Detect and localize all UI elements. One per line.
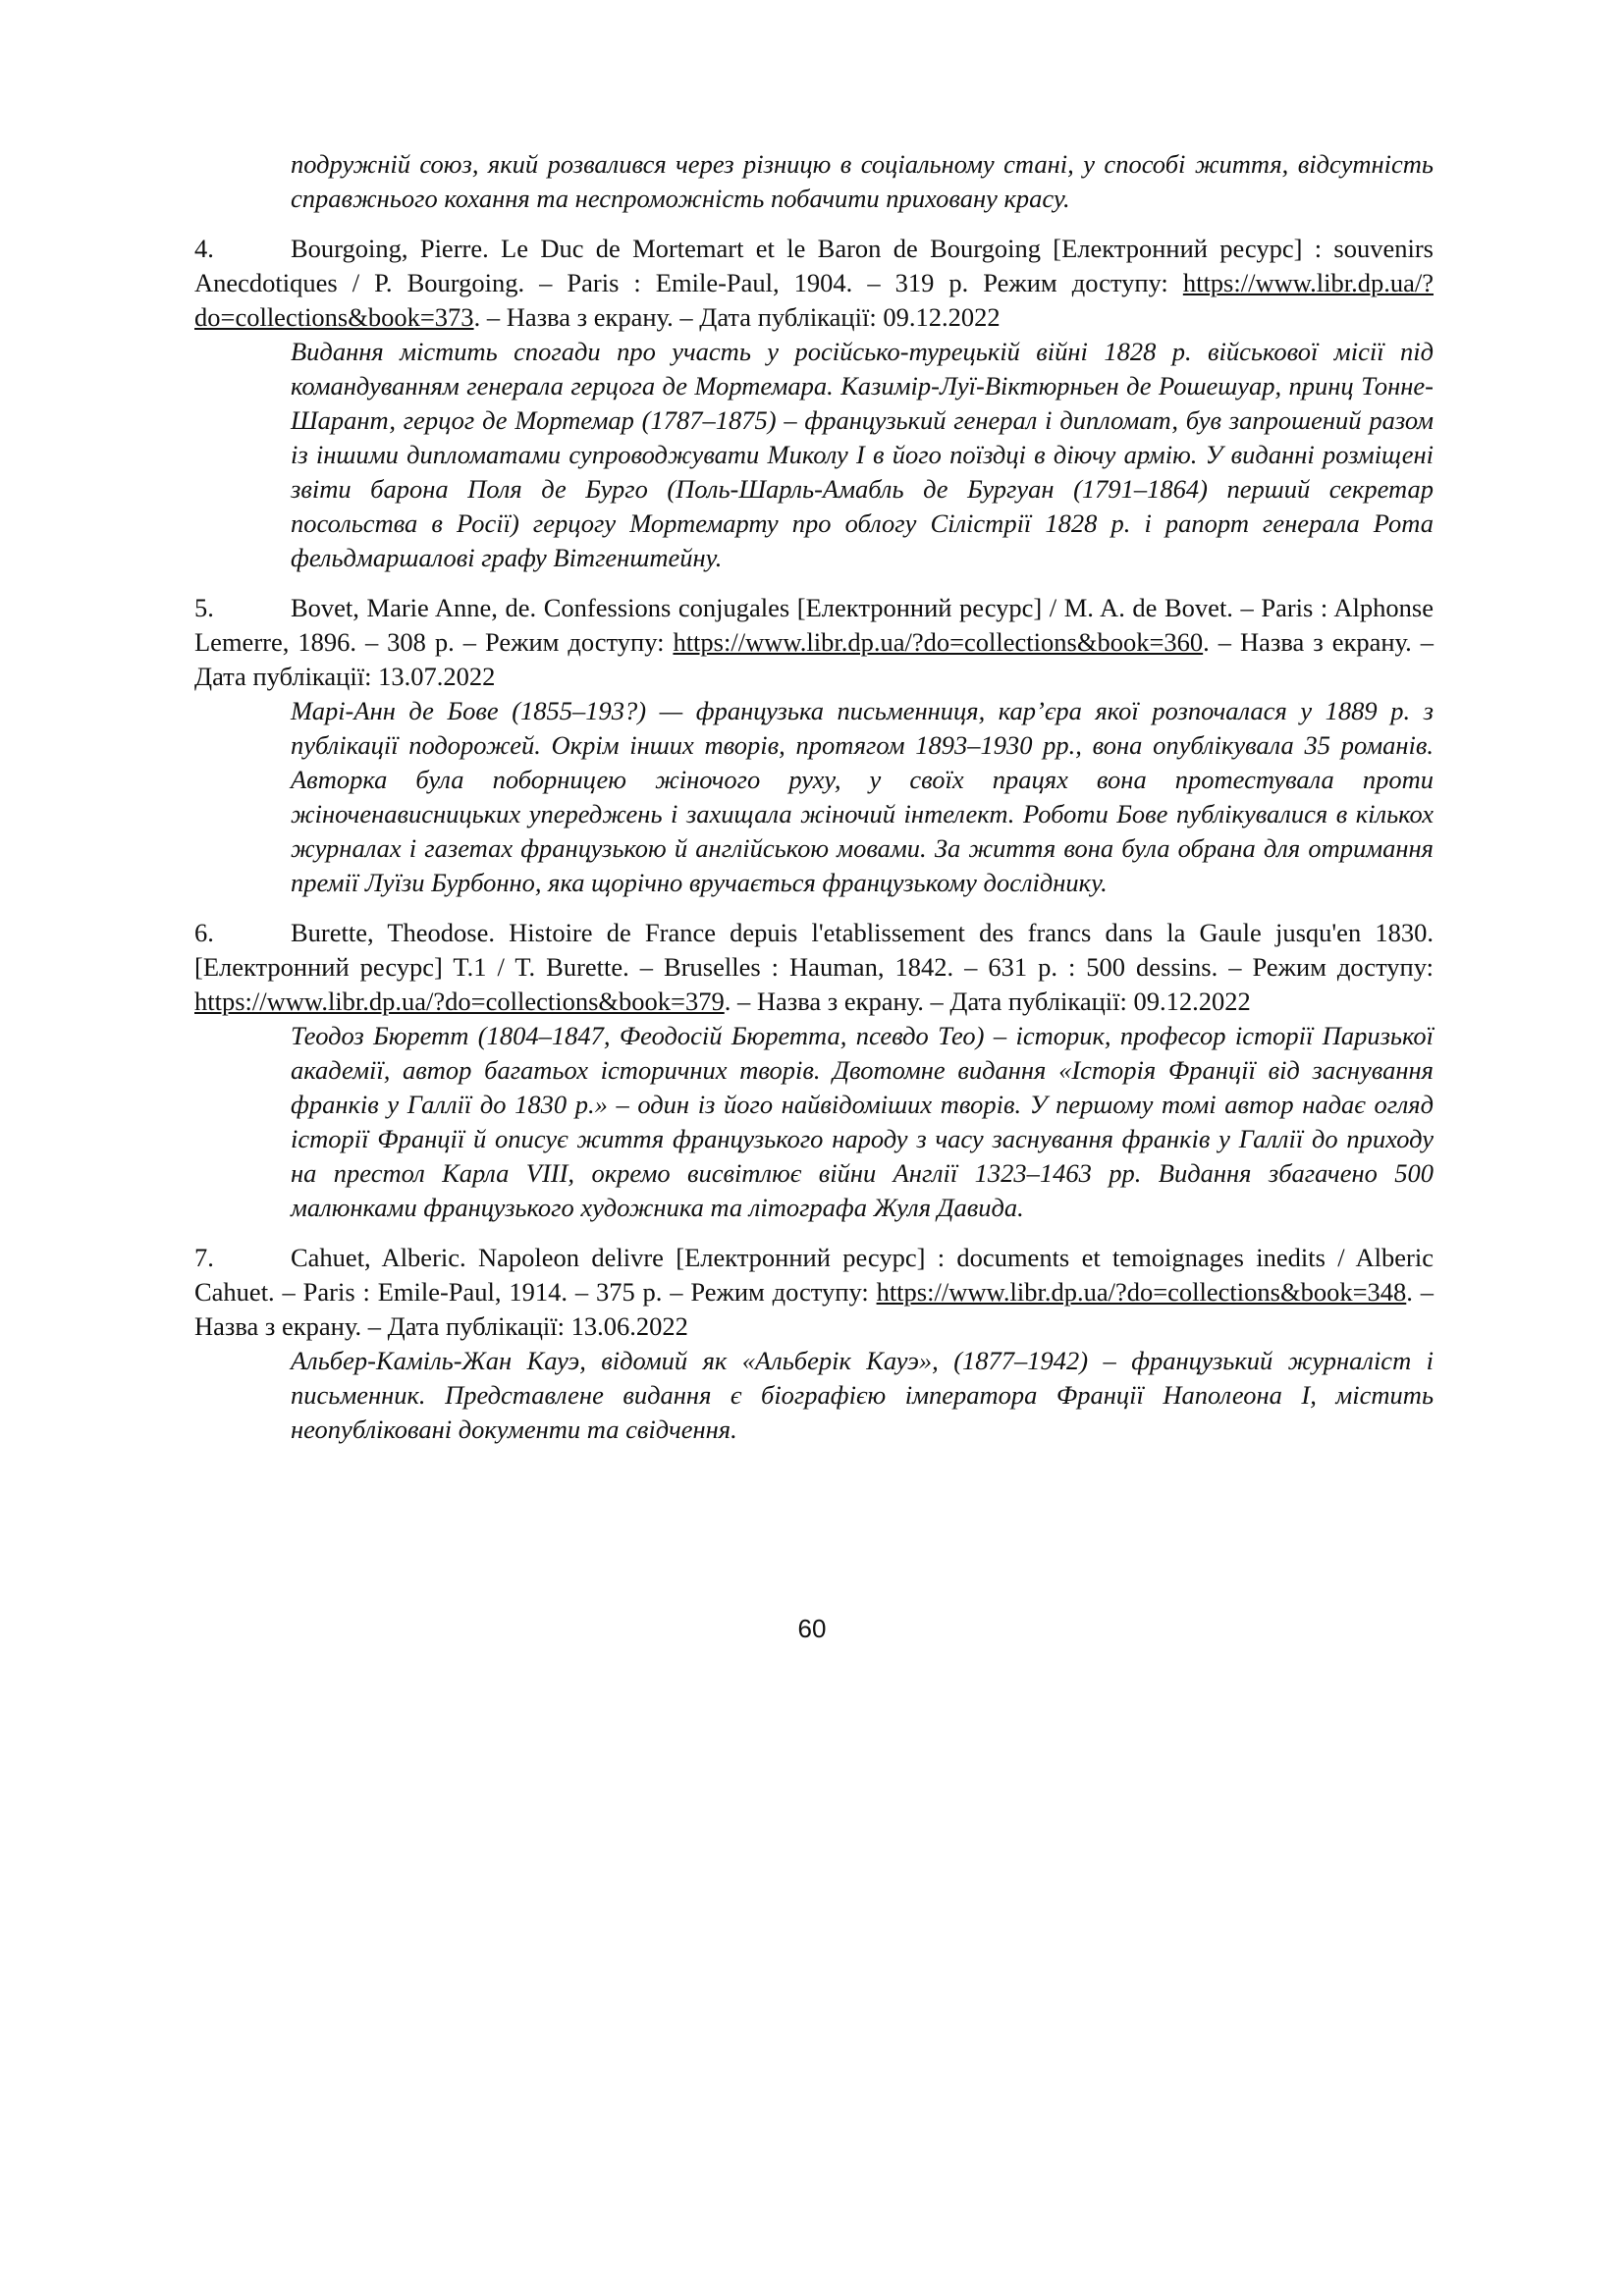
entry-number: 4. <box>194 234 214 263</box>
spacer <box>194 575 1434 591</box>
spacer <box>194 900 1434 916</box>
annotation-intro: подружній союз, який розвалився через різницю в соціальному стані, у способі життя, відсутність справжнього кохання та неспроможність побачити приховану красу. <box>291 149 1434 213</box>
entry-number: 5. <box>194 593 214 622</box>
bibliography-entry-6 <box>194 916 1434 1019</box>
entry-citation: Cahuet, Alberic. Napoleon delivre [Електронний ресурс] : documents et temoignages inedits / Alberic Cahuet. – Paris : Emile-Paul, 1914. – 375 p. – Режим доступу: <box>194 1243 1434 1307</box>
bibliography-entry-4 <box>194 232 1434 335</box>
bibliography-entry-5 <box>194 591 1434 694</box>
annotation-entry-5: Марі-Анн де Бове (1855–193?) — французька письменниця, кар’єра якої розпочалася у 1889 р. з публікації подорожей. Окрім інших творів, протягом 1893–1930 рр., вона опублікувала 35 романів. Авторка була поборницею жіночого руху, у своїх працях вона протестувала проти жіноченависницьких упереджень і захищала жіночий інтелект. Роботи Бове публікувалися в кількох журналах і газетах французькою й англійською мовами. За життя вона була обрана для отримання премії Луїзи Бурбонно, яка щорічно вручається французькому досліднику. <box>291 696 1434 897</box>
entry-citation: Bourgoing, Pierre. Le Duc de Mortemart et le Baron de Bourgoing [Електронний ресурс] : souvenirs Anecdotiques / P. Bourgoing. – Paris : Emile-Paul, 1904. – 319 p. Режим доступу: <box>194 234 1434 297</box>
annotation-entry-4: Видання містить спогади про участь у російсько-турецькій війні 1828 р. військової місії під командуванням генерала герцога де Мортемара. Казимір-Луї-Віктюрньен де Рошешуар, принц Тонне-Шарант, герцог де Мортемар (1787–1875) – французький генерал і дипломат, був запрошений разом із іншими дипломатами супроводжувати Миколу I в його поїздці в діючу армію. У виданні розміщені звіти барона Поля де Бурго (Поль-Шарль-Амабль де Бургуан (1791–1864) перший секретар посольства в Росії) герцогу Мортемарту про облогу Сілістрії 1828 р. і рапорт генерала Рота фельдмаршалові графу Вітгенштейну. <box>291 337 1434 572</box>
entry-citation: Burette, Theodose. Histoire de France depuis l'etablissement des francs dans la Gaule jusqu'en 1830. [Електронний ресурс] T.1 / T. Burette. – Bruselles : Hauman, 1842. – 631 p. : 500 dessins. – Режим доступу: <box>194 918 1434 982</box>
entry-link[interactable]: https://www.libr.dp.ua/?do=collections&book=373 <box>194 268 1434 332</box>
entry-link[interactable]: https://www.libr.dp.ua/?do=collections&book=379 <box>194 987 725 1016</box>
spacer <box>194 1225 1434 1241</box>
bibliography-entry-7 <box>194 1241 1434 1344</box>
annotation-entry-7: Альбер-Каміль-Жан Кауэ, відомий як «Альберік Кауэ», (1877–1942) – французький журналіст і письменник. Представлене видання є біографією імператора Франції Наполеона I, містить неопубліковані документи та свідчення. <box>291 1346 1434 1444</box>
entry-number: 6. <box>194 918 214 947</box>
entry-link[interactable]: https://www.libr.dp.ua/?do=collections&book=348 <box>876 1277 1407 1307</box>
entry-citation-tail: . – Назва з екрану. – Дата публікації: 13.06.2022 <box>194 1277 1435 1341</box>
entry-citation: Bovet, Marie Anne, de. Confessions conjugales [Електронний ресурс] / M. A. de Bovet. – Paris : Alphonse Lemerre, 1896. – 308 p. – Режим доступу: <box>194 593 1434 657</box>
entry-citation-tail: . – Назва з екрану. – Дата публікації: 09.12.2022 <box>724 987 1251 1016</box>
entry-number: 7. <box>194 1243 214 1272</box>
document-page <box>194 147 1434 1447</box>
annotation-entry-6: Теодоз Бюретт (1804–1847, Феодосій Бюретта, псевдо Тео) – історик, професор історії Паризької академії, автор багатьох історичних творів. Двотомне видання «Історія Франції від заснування франків у Галлії до 1830 р.» – один із його найвідоміших творів. У першому томі автор надає огляд історії Франції й описує життя французького народу з часу заснування франків у Галлії до приходу на престол Карла VIII, окремо висвітлює війни Англії 1323–1463 рр. Видання збагачено 500 малюнками французького художника та літографа Жуля Давида. <box>291 1021 1434 1222</box>
page-number: 60 <box>797 1614 827 1643</box>
entry-link[interactable]: https://www.libr.dp.ua/?do=collections&book=360 <box>673 627 1204 657</box>
entry-citation-tail: . – Назва з екрану. – Дата публікації: 13.07.2022 <box>194 627 1434 691</box>
spacer <box>194 216 1434 232</box>
entry-citation-tail: . – Назва з екрану. – Дата публікації: 09.12.2022 <box>473 302 1001 332</box>
